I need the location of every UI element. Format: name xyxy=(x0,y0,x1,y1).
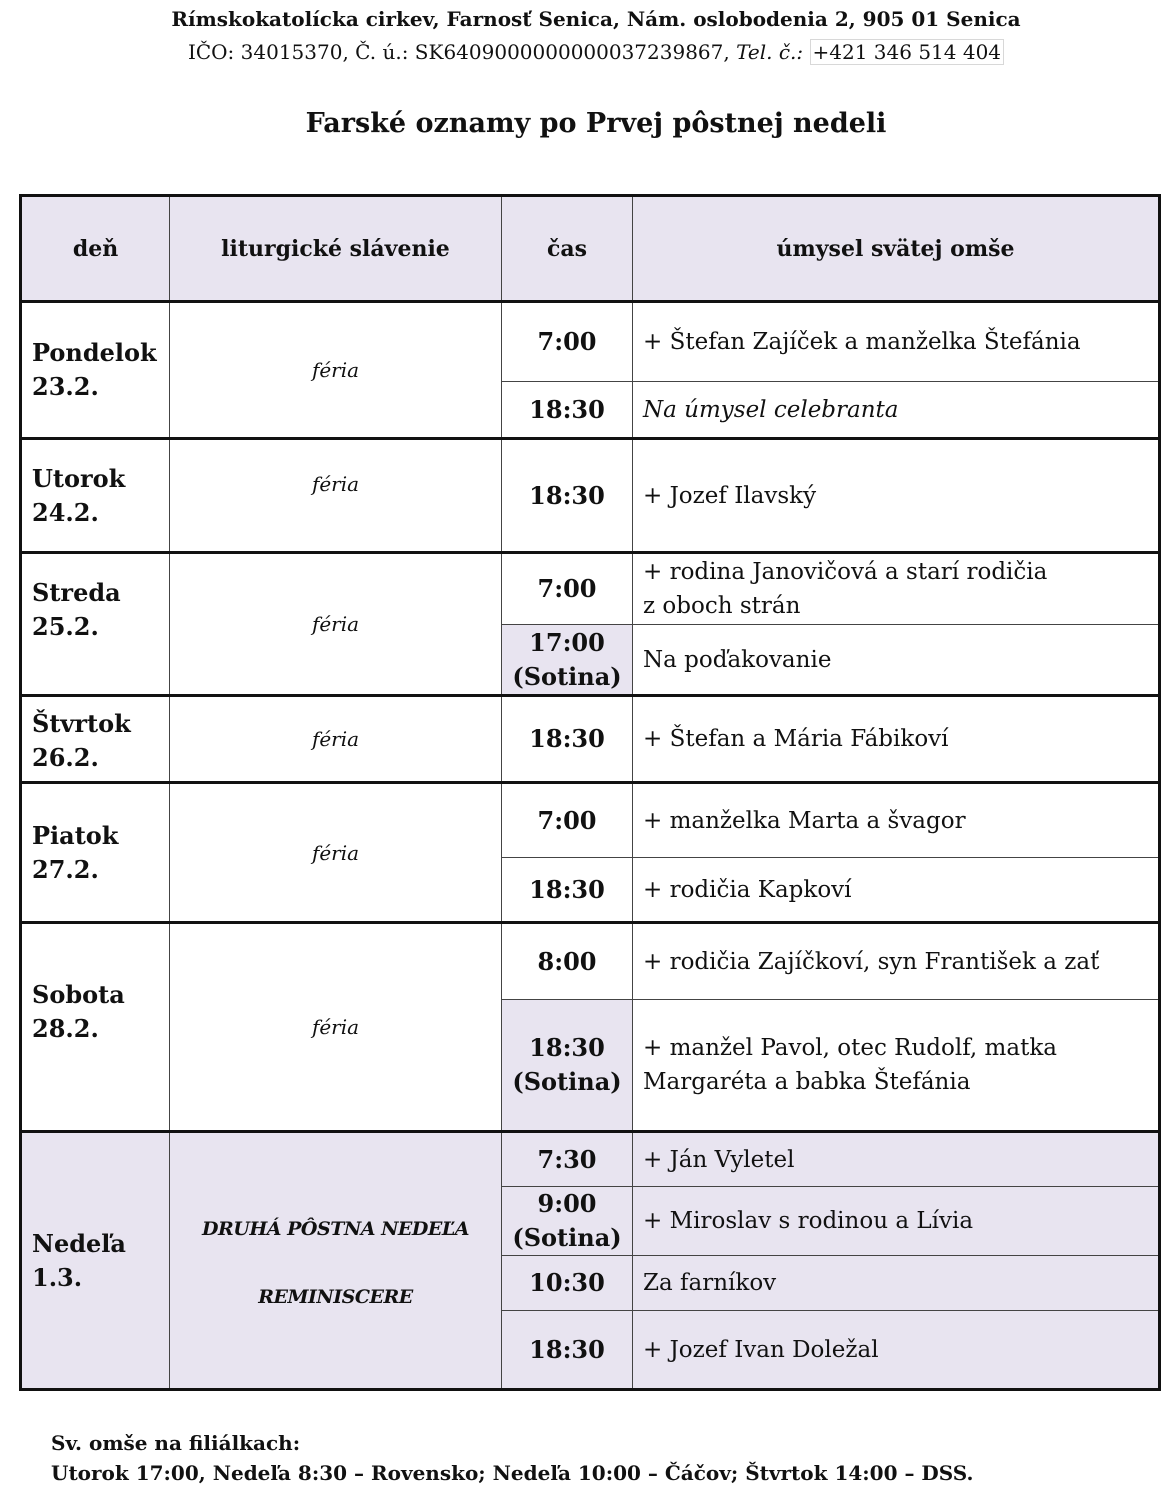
day-name: Utorok xyxy=(32,463,126,493)
time-value: 18:30 xyxy=(529,1033,605,1062)
day-date: 25.2. xyxy=(32,612,99,641)
time-value: 9:00 xyxy=(537,1189,597,1218)
time-cell: 18:30 xyxy=(502,1311,633,1390)
intention-line: Margaréta a babka Štefánia xyxy=(643,1069,971,1095)
day-cell xyxy=(21,553,170,696)
day-name: Sobota xyxy=(32,980,125,1009)
time-value: 17:00 xyxy=(529,627,605,657)
day-cell xyxy=(21,302,170,439)
table-row xyxy=(21,923,1160,1000)
liturgy-cell: féria xyxy=(170,302,502,439)
time-cell: 7:30 xyxy=(502,1132,633,1187)
day-name: Nedeľa xyxy=(32,1228,126,1258)
mass-location: (Sotina) xyxy=(512,1223,622,1252)
column-header-day: deň xyxy=(21,196,170,302)
parish-address: Rímskokatolícka cirkev, Farnosť Senica, Nám. oslobodenia 2, 905 01 Senica xyxy=(171,7,1021,31)
day-name: Pondelok xyxy=(32,338,157,367)
day-date: 23.2. xyxy=(32,372,99,401)
table-row xyxy=(21,439,1160,553)
tel-number[interactable]: +421 346 514 404 xyxy=(810,39,1005,65)
liturgy-cell: féria xyxy=(170,783,502,923)
liturgy-cell xyxy=(170,1132,502,1390)
liturgy-title: DRUHÁ PÔSTNA NEDEĽA xyxy=(202,1218,469,1240)
intention-cell: + Jozef Ilavský xyxy=(633,439,1160,553)
day-name: Streda xyxy=(32,578,121,607)
table-row xyxy=(21,696,1160,783)
day-cell xyxy=(21,923,170,1132)
time-cell: 18:30 xyxy=(502,382,633,439)
column-header-time: čas xyxy=(502,196,633,302)
mass-location: (Sotina) xyxy=(512,1067,622,1096)
time-cell: 7:00 xyxy=(502,783,633,858)
liturgy-cell: féria xyxy=(170,696,502,783)
table-row xyxy=(21,553,1160,625)
day-name: Štvrtok xyxy=(32,709,131,738)
time-cell xyxy=(502,625,633,696)
liturgy-cell: féria xyxy=(170,923,502,1132)
footer-schedule: Utorok 17:00, Nedeľa 8:30 – Rovensko; Nedeľa 10:00 – Čáčov; Štvrtok 14:00 – DSS. xyxy=(51,1461,974,1485)
table-row xyxy=(21,1132,1160,1187)
time-cell: 7:00 xyxy=(502,553,633,625)
liturgy-subtitle: REMINISCERE xyxy=(258,1286,413,1308)
day-cell xyxy=(21,1132,170,1390)
time-cell xyxy=(502,1000,633,1132)
time-cell xyxy=(502,1187,633,1256)
table-row xyxy=(21,783,1160,858)
tel-label: Tel. č.: xyxy=(736,40,804,64)
parish-ids-text: IČO: 34015370, Č. ú.: SK6409000000000037239867, xyxy=(187,40,737,64)
day-date: 28.2. xyxy=(32,1014,99,1043)
day-date: 1.3. xyxy=(32,1262,83,1292)
table-header-row xyxy=(21,196,1160,302)
intention-line: z oboch strán xyxy=(643,593,801,619)
day-date: 24.2. xyxy=(32,497,99,527)
footer-note xyxy=(51,1428,973,1488)
intention-line: + manžel Pavol, otec Rudolf, matka xyxy=(643,1035,1057,1061)
mass-location: (Sotina) xyxy=(512,661,622,691)
time-cell: 18:30 xyxy=(502,858,633,923)
table-row xyxy=(21,302,1160,382)
time-cell: 10:30 xyxy=(502,1256,633,1311)
intention-cell xyxy=(633,1000,1160,1132)
day-cell xyxy=(21,696,170,783)
intention-cell: Na poďakovanie xyxy=(633,625,1160,696)
intention-cell: + Ján Vyletel xyxy=(633,1132,1160,1187)
mass-schedule-table xyxy=(19,194,1161,1391)
intention-cell: + rodičia Kapkoví xyxy=(633,858,1160,923)
time-cell: 18:30 xyxy=(502,439,633,553)
intention-cell: + manželka Marta a švagor xyxy=(633,783,1160,858)
day-cell xyxy=(21,783,170,923)
time-cell: 8:00 xyxy=(502,923,633,1000)
liturgy-cell: féria xyxy=(170,553,502,696)
intention-cell xyxy=(633,553,1160,625)
page-title: Farské oznamy po Prvej pôstnej nedeli xyxy=(305,108,887,139)
liturgy-cell: féria xyxy=(170,439,502,553)
intention-cell: + rodičia Zajíčkoví, syn František a zať xyxy=(633,923,1160,1000)
column-header-liturgy: liturgické slávenie xyxy=(170,196,502,302)
parish-ids xyxy=(0,40,1176,64)
intention-cell: + Štefan Zajíček a manželka Štefánia xyxy=(633,302,1160,382)
column-header-intention: úmysel svätej omše xyxy=(633,196,1160,302)
intention-cell: + Miroslav s rodinou a Lívia xyxy=(633,1187,1160,1256)
intention-line: + rodina Janovičová a starí rodičia xyxy=(643,559,1048,585)
intention-cell: + Jozef Ivan Doležal xyxy=(633,1311,1160,1390)
intention-cell: + Štefan a Mária Fábikoví xyxy=(633,696,1160,783)
day-cell xyxy=(21,439,170,553)
intention-cell: Za farníkov xyxy=(633,1256,1160,1311)
footer-heading: Sv. omše na filiálkach: xyxy=(51,1431,301,1455)
day-name: Piatok xyxy=(32,820,119,850)
time-cell: 7:00 xyxy=(502,302,633,382)
day-date: 27.2. xyxy=(32,854,99,884)
intention-cell: Na úmysel celebranta xyxy=(633,382,1160,439)
day-date: 26.2. xyxy=(32,743,99,772)
time-cell: 18:30 xyxy=(502,696,633,783)
